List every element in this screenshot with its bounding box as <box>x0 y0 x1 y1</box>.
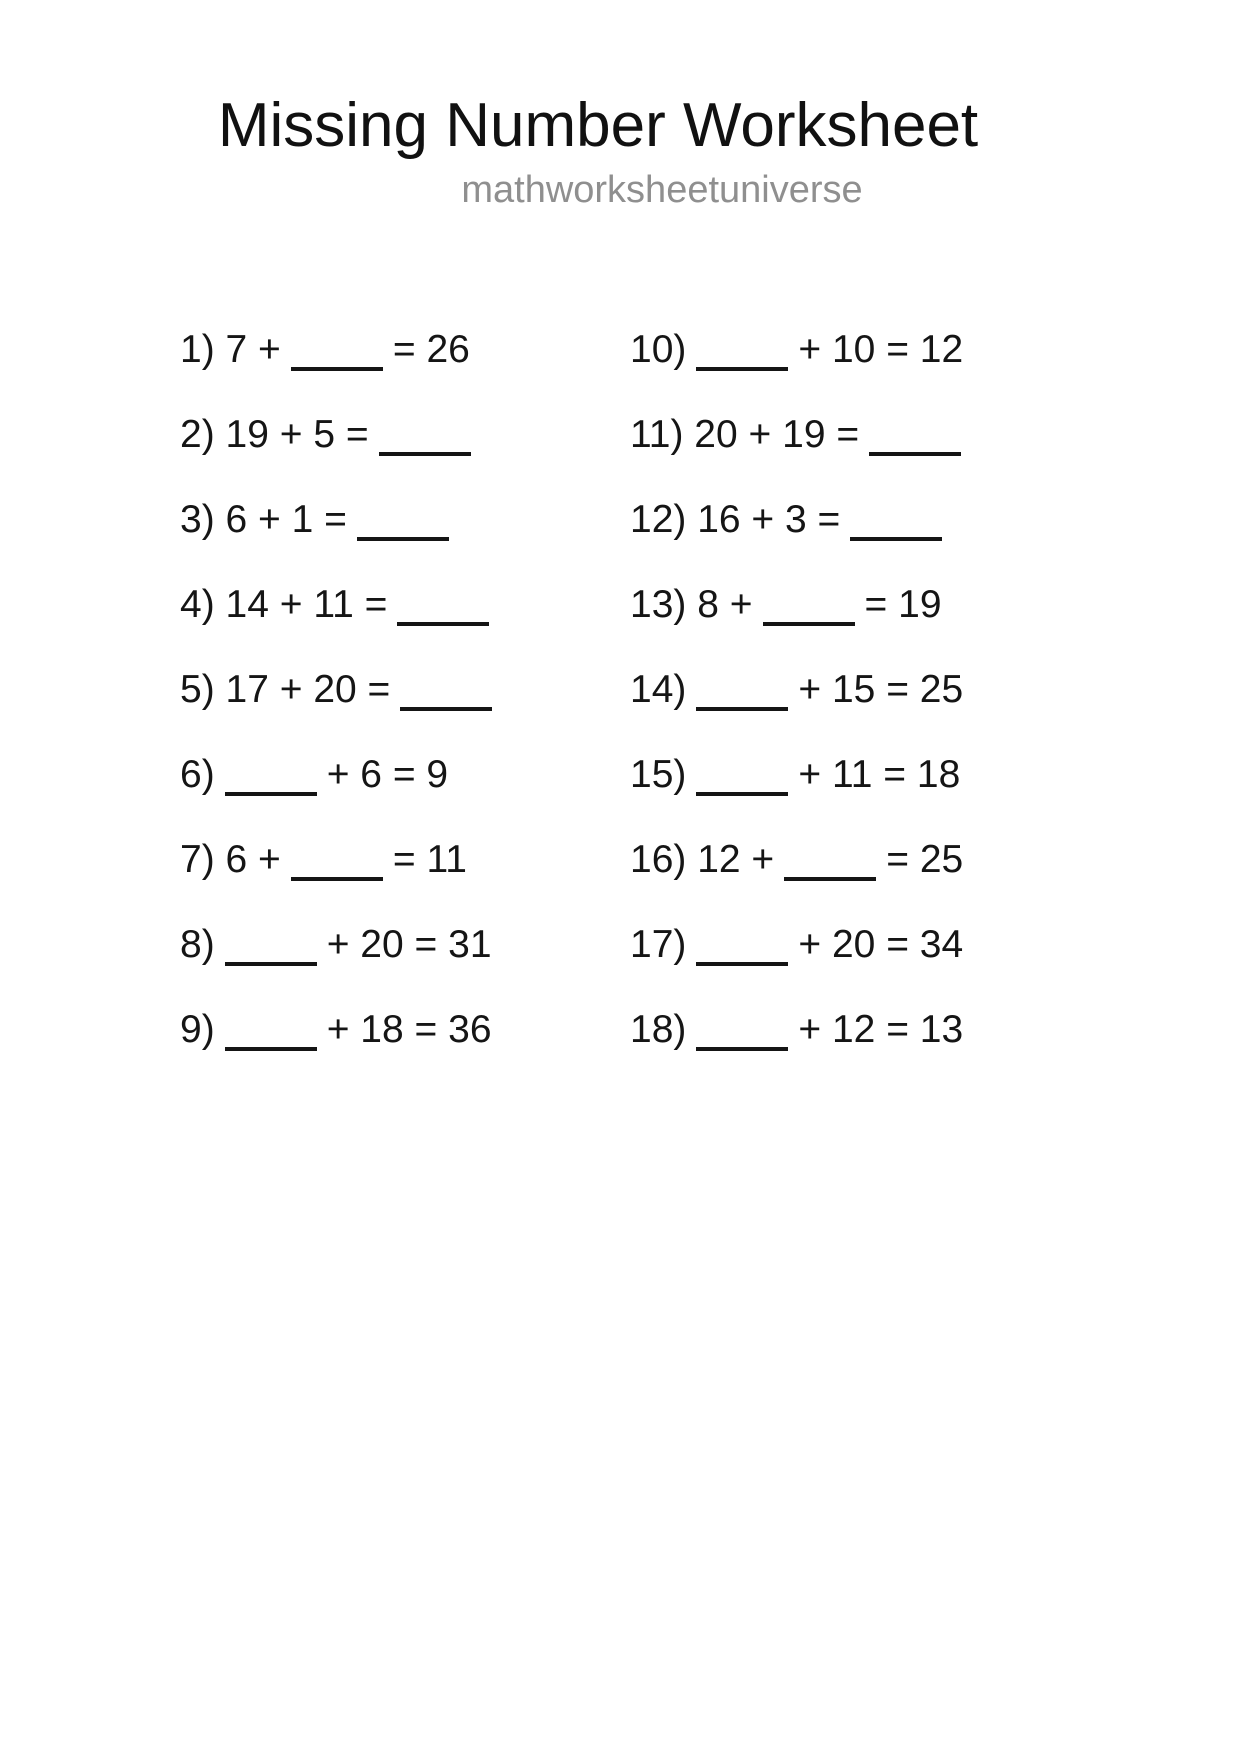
problem-text-before: 1) 7 + <box>180 327 281 371</box>
worksheet-header <box>0 0 1240 212</box>
problem-15 <box>630 732 1080 817</box>
page-title: Missing Number Worksheet <box>217 91 979 160</box>
problem-11 <box>630 392 1080 477</box>
problem-text-after: + 10 = 12 <box>798 327 964 371</box>
problem-7 <box>180 817 630 902</box>
answer-blank <box>357 507 449 541</box>
answer-blank <box>225 762 317 796</box>
problem-text-after: = 25 <box>886 837 964 881</box>
problem-18 <box>630 987 1080 1072</box>
problem-3 <box>180 477 630 562</box>
problems-grid <box>180 307 1240 1072</box>
problem-text-before: 18) <box>630 1007 687 1051</box>
problem-text-before: 14) <box>630 667 687 711</box>
answer-blank <box>696 337 788 371</box>
problem-8 <box>180 902 630 987</box>
answer-blank <box>763 592 855 626</box>
problem-text-after: + 18 = 36 <box>326 1007 492 1051</box>
problem-13 <box>630 562 1080 647</box>
problem-text-before: 7) 6 + <box>180 837 281 881</box>
answer-blank <box>397 592 489 626</box>
problem-12 <box>630 477 1080 562</box>
problem-text-before: 10) <box>630 327 687 371</box>
problem-2 <box>180 392 630 477</box>
answer-blank <box>696 1017 788 1051</box>
problem-text-after: + 20 = 34 <box>798 922 964 966</box>
problem-text-after: + 20 = 31 <box>326 922 492 966</box>
problem-4 <box>180 562 630 647</box>
problem-text-before: 4) 14 + 11 = <box>180 582 388 626</box>
problem-1 <box>180 307 630 392</box>
problem-text-after: = 11 <box>392 837 467 881</box>
problem-text-after: + 6 = 9 <box>326 752 449 796</box>
problem-text-after: = 26 <box>392 327 470 371</box>
answer-blank <box>696 932 788 966</box>
answer-blank <box>291 847 383 881</box>
problem-text-before: 13) 8 + <box>630 582 753 626</box>
problem-14 <box>630 647 1080 732</box>
answer-blank <box>696 677 788 711</box>
problem-text-before: 17) <box>630 922 687 966</box>
problem-text-before: 8) <box>180 922 215 966</box>
answer-blank <box>225 932 317 966</box>
problem-text-before: 9) <box>180 1007 215 1051</box>
problem-text-before: 2) 19 + 5 = <box>180 412 369 456</box>
problem-text-before: 12) 16 + 3 = <box>630 497 841 541</box>
answer-blank <box>400 677 492 711</box>
problem-text-after: + 11 = 18 <box>798 752 961 796</box>
problem-text-before: 11) 20 + 19 = <box>630 412 860 456</box>
problem-text-before: 16) 12 + <box>630 837 775 881</box>
answer-blank <box>850 507 942 541</box>
answer-blank <box>379 422 471 456</box>
problem-text-after: + 12 = 13 <box>798 1007 964 1051</box>
answer-blank <box>291 337 383 371</box>
problem-text-before: 5) 17 + 20 = <box>180 667 391 711</box>
answer-blank <box>784 847 876 881</box>
problem-text-before: 3) 6 + 1 = <box>180 497 347 541</box>
problem-text-after: = 19 <box>864 582 942 626</box>
problem-9 <box>180 987 630 1072</box>
problem-16 <box>630 817 1080 902</box>
page-subtitle: mathworksheetuniverse <box>461 169 863 212</box>
problem-5 <box>180 647 630 732</box>
problem-17 <box>630 902 1080 987</box>
answer-blank <box>225 1017 317 1051</box>
answer-blank <box>869 422 961 456</box>
problem-10 <box>630 307 1080 392</box>
problem-text-before: 6) <box>180 752 215 796</box>
problem-text-before: 15) <box>630 752 687 796</box>
problem-text-after: + 15 = 25 <box>798 667 964 711</box>
answer-blank <box>696 762 788 796</box>
problem-6 <box>180 732 630 817</box>
